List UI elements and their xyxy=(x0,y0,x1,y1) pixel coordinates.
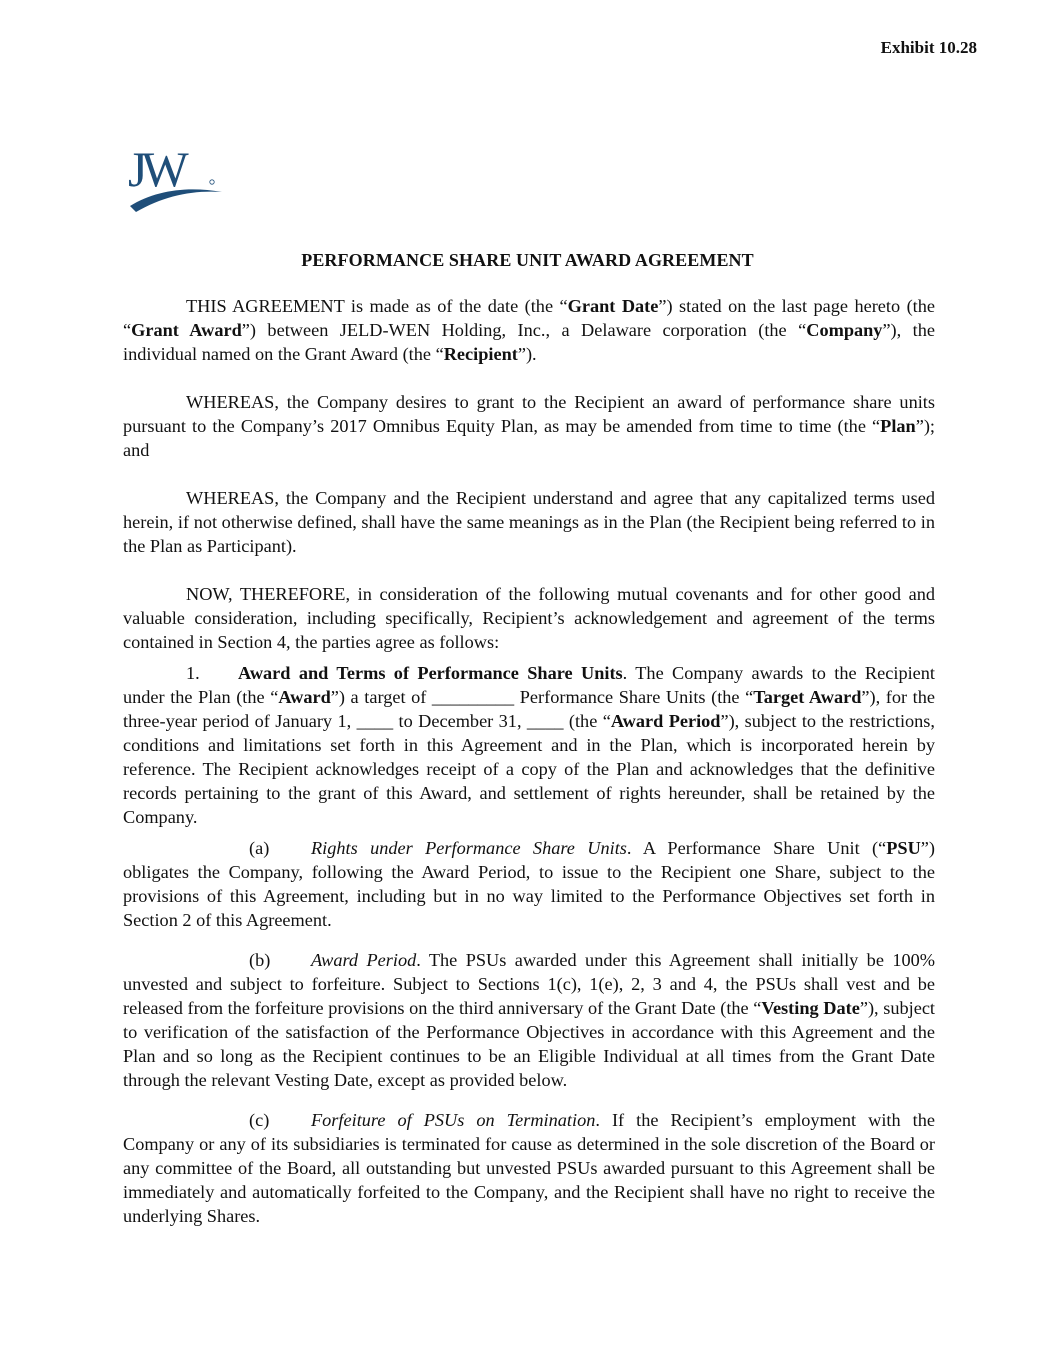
section-1-award-terms: 1. Award and Terms of Performance Share Units. The Company awards to the Recipient under the Plan (the “Award”) a target of _________ Performance Share Units (the “Target Award”), for the three-year period of January 1, ____ to December 31, ____ (the “Award Period”), subject to the restrictions, conditions and limitations set forth in this Agreement and in the Plan, which is incorporated herein by reference. The Recipient acknowledges receipt of a copy of the Plan and acknowledges that the definitive records pertaining to the grant of this Award, and settlement of rights hereunder, shall be retained by the Company. xyxy=(123,663,935,827)
section-1b-award-period: (b) Award Period. The PSUs awarded under this Agreement shall initially be 100% unvested and subject to forfeiture. Subject to Sections 1(c), 1(e), 2, 3 and 4, the PSUs shall vest and be released from the forfeiture provisions on the third anniversary of the Grant Date (the “Vesting Date”), subject to verification of the satisfaction of the Performance Objectives in accordance with this Agreement and the Plan and so long as the Recipient continues to be an Eligible Individual at all times from the Grant Date through the relevant Vesting Date, except as provided below. xyxy=(123,950,936,1090)
exhibit-label: Exhibit 10.28 xyxy=(880,38,977,57)
jeld-wen-logo xyxy=(126,140,226,214)
document-body xyxy=(123,294,935,1252)
document-title: PERFORMANCE SHARE UNIT AWARD AGREEMENT xyxy=(301,250,754,270)
logo-letters: JW xyxy=(128,141,183,197)
intro-paragraph: THIS AGREEMENT is made as of the date (the “Grant Date”) stated on the last page hereto (the “Grant Award”) between JELD-WEN Holding, Inc., a Delaware corporation (the “Company”), the individual named on the Grant Award (the “Recipient”). xyxy=(123,296,935,364)
section-1c-forfeiture: (c) Forfeiture of PSUs on Termination. If the Recipient’s employment with the Company or any of its subsidiaries is terminated for cause as determined in the sole discretion of the Board or any committee of the Board, all outstanding but unvested PSUs awarded pursuant to this Agreement shall be immediately and automatically forfeited to the Company, and the Recipient shall have no right to receive the underlying Shares. xyxy=(123,1110,935,1226)
whereas-paragraph-1: WHEREAS, the Company desires to grant to the Recipient an award of performance share units pursuant to the Company’s 2017 Omnibus Equity Plan, as may be amended from time to time (the “Plan”); and xyxy=(123,392,935,460)
now-therefore-paragraph: NOW, THEREFORE, in consideration of the following mutual covenants and for other good and valuable consideration, including specifically, Recipient’s acknowledgement and agreement of the terms contained in Section 4, the parties agree as follows: xyxy=(123,584,935,652)
whereas-paragraph-2: WHEREAS, the Company and the Recipient understand and agree that any capitalized terms used herein, if not otherwise defined, shall have the same meanings as in the Plan (the Recipient being referred to in the Plan as Participant). xyxy=(123,488,935,556)
section-1a-rights: (a) Rights under Performance Share Units. A Performance Share Unit (“PSU”) obligates the Company, following the Award Period, to issue to the Recipient one Share, subject to the provisions of this Agreement, including but in no way limited to the Performance Objectives set forth in Section 2 of this Agreement. xyxy=(123,838,935,930)
